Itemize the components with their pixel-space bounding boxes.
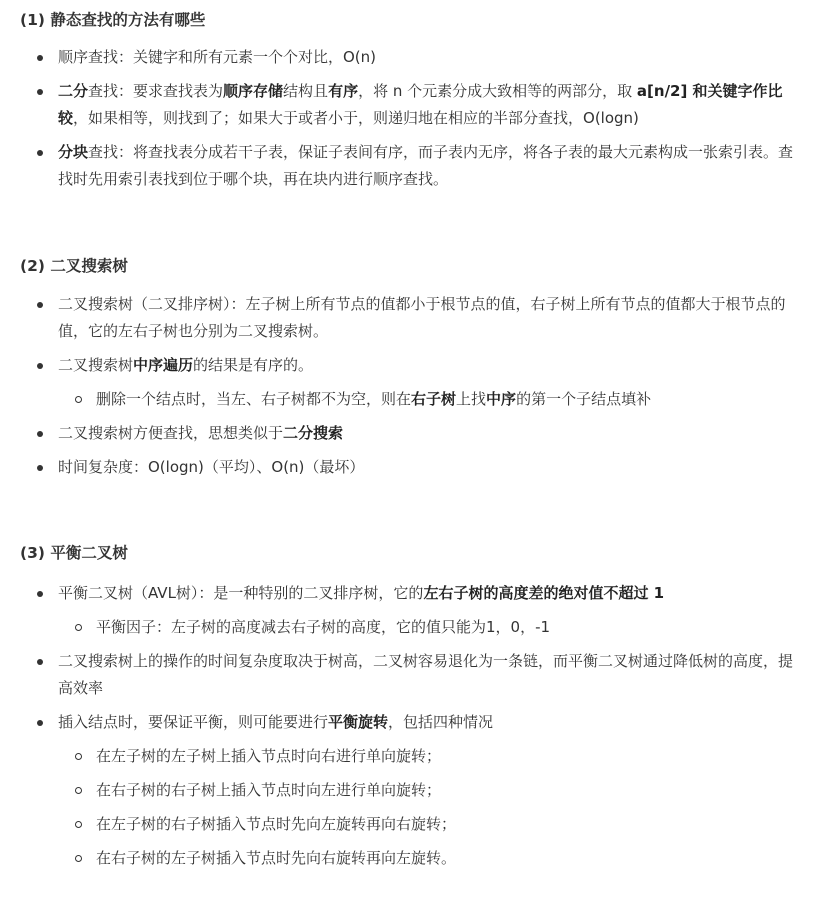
bullet-list <box>0 291 825 481</box>
item-text: 的结果是有序的。 <box>193 356 314 374</box>
section-binary-search-tree <box>0 254 825 488</box>
item-text: 平衡因子：左子树的高度减去右子树的高度，它的值只能为1，0，-1 <box>96 618 551 636</box>
item-text: 二叉搜索树上的操作的时间复杂度取决于树高，二叉树容易退化为一条链，而平衡二叉树通过降低树的高度，提高效率 <box>58 652 794 697</box>
item-text: ，如果相等，则找到了；如果大于或者小于，则递归地在相应的半部分查找，O(logn) <box>73 109 639 127</box>
bold-text: 二分搜索 <box>283 424 344 442</box>
bold-text: 中序遍历 <box>133 356 194 374</box>
item-text: 二叉搜索树 <box>58 356 134 374</box>
list-item <box>0 78 825 132</box>
section-title: (3) 平衡二叉树 <box>20 544 128 562</box>
list-item <box>0 709 825 736</box>
list-item <box>0 291 825 345</box>
item-text: 在左子树的右子树插入节点时先向左旋转再向右旋转； <box>96 815 457 833</box>
item-text: 查找：将查找表分成若干子表，保证子表间有序，而子表内无序，将各子表的最大元素构成一张索引表。查找时先用索引表找到位于哪个块，再在块内进行顺序查找。 <box>58 143 794 188</box>
bullet-list <box>0 580 825 872</box>
list-item <box>0 139 825 193</box>
item-text: 二叉搜索树方便查找，思想类似于 <box>58 424 284 442</box>
item-text: 在右子树的左子树插入节点时先向右旋转再向左旋转。 <box>96 849 457 867</box>
bold-text: a[n/2] 和关键字作比较 <box>58 82 783 127</box>
list-item <box>0 648 825 702</box>
list-item <box>0 420 825 447</box>
section-static-search <box>0 8 825 200</box>
item-text: 二叉搜索树（二叉排序树）：左子树上所有节点的值都小于根节点的值，右子树上所有节点的值都大于根节点的值，它的左右子树也分别为二叉搜索树。 <box>58 295 786 340</box>
item-text: 顺序查找：关键字和所有元素一个个对比，O(n) <box>58 48 377 66</box>
sub-list-item <box>0 777 825 804</box>
item-text: 删除一个结点时，当左、右子树都不为空，则在 <box>96 390 412 408</box>
sub-list-item <box>0 811 825 838</box>
item-text: 结构且 <box>283 82 329 100</box>
bold-text: 顺序存储 <box>223 82 284 100</box>
list-item <box>0 454 825 481</box>
bold-text: 左右子树的高度差的绝对值不超过 1 <box>423 584 665 602</box>
item-text: 插入结点时，要保证平衡，则可能要进行 <box>58 713 329 731</box>
sub-list-item <box>0 614 825 641</box>
bold-text: 有序 <box>328 82 359 100</box>
bullet-list <box>0 44 825 193</box>
bold-text: 分块 <box>58 143 89 161</box>
item-text: 在左子树的左子树上插入节点时向右进行单向旋转； <box>96 747 442 765</box>
item-text: ，包括四种情况 <box>388 713 494 731</box>
item-text: 平衡二叉树（AVL树）：是一种特别的二叉排序树，它的 <box>58 584 424 602</box>
bold-text: 右子树 <box>411 390 457 408</box>
bold-text: 中序 <box>486 390 517 408</box>
bold-text: 二分 <box>58 82 89 100</box>
sub-list-item <box>0 386 825 413</box>
section-title: (2) 二叉搜索树 <box>20 257 128 275</box>
item-text: 时间复杂度：O(logn)（平均）、O(n)（最坏） <box>58 458 365 476</box>
item-text: 的第一个子结点填补 <box>516 390 652 408</box>
item-text: ，将 n 个元素分成大致相等的两部分，取 <box>358 82 637 100</box>
section-balanced-binary-tree <box>0 541 825 879</box>
sub-list-item <box>0 743 825 770</box>
list-item <box>0 352 825 379</box>
sub-list-item <box>0 845 825 872</box>
section-title: (1) 静态查找的方法有哪些 <box>20 11 206 29</box>
item-text: 在右子树的右子树上插入节点时向左进行单向旋转； <box>96 781 442 799</box>
item-text: 上找 <box>456 390 487 408</box>
bold-text: 平衡旋转 <box>328 713 389 731</box>
item-text: 查找：要求查找表为 <box>88 82 224 100</box>
list-item <box>0 44 825 71</box>
list-item <box>0 580 825 607</box>
